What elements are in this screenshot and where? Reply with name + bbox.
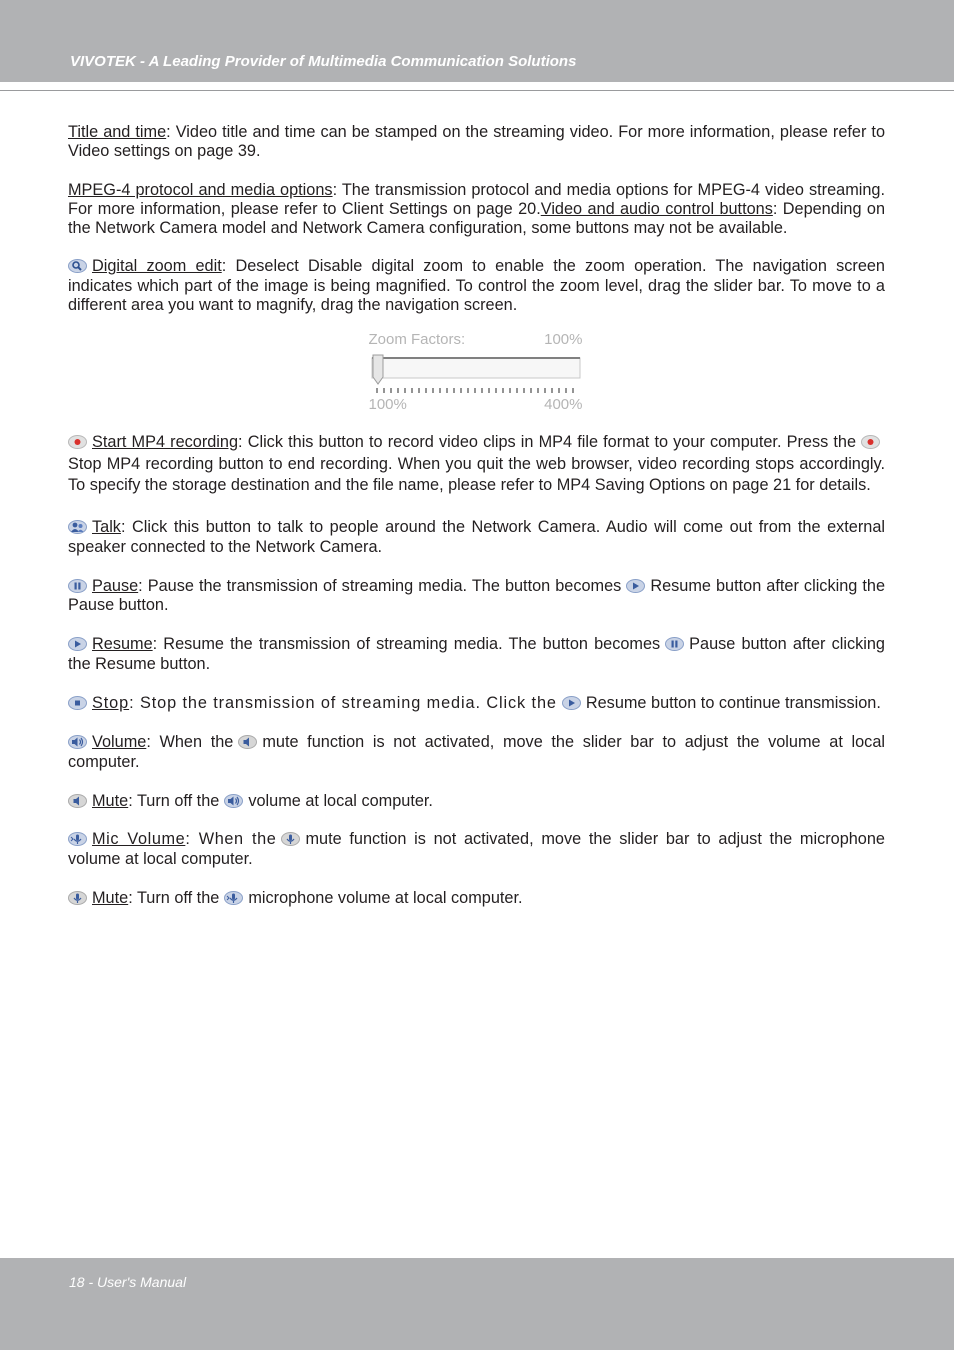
term-pause: Pause <box>92 576 139 595</box>
record-icon <box>68 435 87 449</box>
description: : When the <box>146 733 234 752</box>
description: : Turn off the <box>128 791 220 810</box>
header-title: VIVOTEK - A Leading Provider of Multimedia Communication Solutions <box>70 53 577 70</box>
microphone-muted-icon <box>281 832 300 846</box>
term-digital-zoom: Digital zoom edit <box>92 257 222 276</box>
talk-icon <box>68 520 87 534</box>
description: Resume button to continue transmission. <box>585 694 881 713</box>
zoom-min-label: 100% <box>368 396 407 414</box>
term-mpeg4: MPEG-4 protocol and media options <box>68 180 333 199</box>
pause-icon <box>665 637 684 651</box>
term-start-recording: Start MP4 recording <box>92 433 239 452</box>
zoom-max-label: 400% <box>544 396 583 414</box>
description: microphone volume at local computer. <box>248 888 523 907</box>
stop-paragraph <box>68 694 885 713</box>
play-icon <box>626 579 645 593</box>
description: mute function is not activated, move the slider bar to adjust the volume at local computer. <box>68 733 885 771</box>
footer-band <box>0 1258 954 1350</box>
description: Pause button after clicking the Resume button. <box>68 635 885 673</box>
description: Resume button after clicking the Pause button. <box>68 576 885 615</box>
play-icon <box>562 696 581 710</box>
title-time-paragraph <box>68 123 885 162</box>
pause-paragraph <box>68 577 885 616</box>
speaker-icon <box>68 735 87 749</box>
volume-paragraph <box>68 733 885 772</box>
term-stop: Stop <box>92 694 130 713</box>
mute-mic-paragraph <box>68 889 885 908</box>
zoom-slider[interactable] <box>369 351 585 395</box>
speaker-icon <box>224 794 243 808</box>
description: : The transmission protocol and media options for MPEG-4 video streaming. For more information, please refer to Client Settings on page 20. <box>68 180 886 218</box>
mute-speaker-paragraph <box>68 792 885 811</box>
term-talk: Talk <box>92 518 121 537</box>
resume-paragraph <box>68 635 885 674</box>
term-mute: Mute <box>92 888 129 907</box>
stop-icon <box>68 696 87 710</box>
description: : Video title and time can be stamped on the streaming video. For more information, please refer to Video settings on page 39. <box>68 123 885 161</box>
description: : Resume the transmission of streaming media. The button becomes <box>152 635 661 654</box>
term-mute: Mute <box>92 791 129 810</box>
header-divider <box>0 90 954 91</box>
mic-volume-paragraph <box>68 830 885 869</box>
term-control-buttons: Video and audio control buttons <box>540 199 773 218</box>
mpeg4-paragraph <box>68 181 885 239</box>
description: : Turn off the <box>128 888 220 907</box>
page-content <box>68 123 885 908</box>
description: : Deselect Disable digital zoom to enable the zoom operation. The navigation screen indicates which part of the image is being magnified. To control the zoom level, drag the slider bar. To move to a different area you want to magnify, drag the navigation screen. <box>68 257 885 315</box>
description: : Stop the transmission of streaming media. Click the <box>129 694 557 713</box>
microphone-icon <box>68 832 87 846</box>
description: mute function is not activated, move the slider bar to adjust the microphone volume at local computer. <box>68 830 885 868</box>
stop-record-icon <box>861 435 880 449</box>
zoom-factors-label: Zoom Factors: <box>368 331 466 349</box>
page-number: 18 - User's Manual <box>69 1274 187 1290</box>
description: Stop MP4 recording button to end recording. When you quit the web browser, video recording stops accordingly. To specify the storage destination and the file name, please refer to MP4 Saving Options on page 21 for details. <box>68 454 885 494</box>
play-icon <box>68 637 87 651</box>
description: : When the <box>185 830 277 849</box>
zoom-paragraph <box>68 257 885 315</box>
term-resume: Resume <box>92 635 153 654</box>
term-volume: Volume <box>92 733 147 752</box>
microphone-muted-icon <box>68 891 87 905</box>
speaker-muted-icon <box>68 794 87 808</box>
talk-paragraph <box>68 518 885 557</box>
description: : Click this button to talk to people around the Network Camera. Audio will come out from the external speaker connected to the Network Camera. <box>68 518 885 556</box>
pause-icon <box>68 579 87 593</box>
term-mic-volume: Mic Volume <box>92 830 186 849</box>
magnifier-icon <box>68 259 87 273</box>
description: : Pause the transmission of streaming media. The button becomes <box>138 576 622 595</box>
zoom-current-value: 100% <box>544 331 583 349</box>
zoom-slider-thumb <box>373 355 383 384</box>
term-title-time: Title and time <box>68 123 167 141</box>
speaker-muted-icon <box>238 735 257 749</box>
description: : Depending on the Network Camera model and Network Camera configuration, some buttons may not be available. <box>68 199 885 238</box>
microphone-icon <box>224 891 243 905</box>
description: : Click this button to record video clips in MP4 file format to your computer. Press the <box>238 433 856 452</box>
record-paragraph <box>68 432 885 496</box>
zoom-factor-widget <box>367 329 587 415</box>
description: volume at local computer. <box>248 791 433 810</box>
